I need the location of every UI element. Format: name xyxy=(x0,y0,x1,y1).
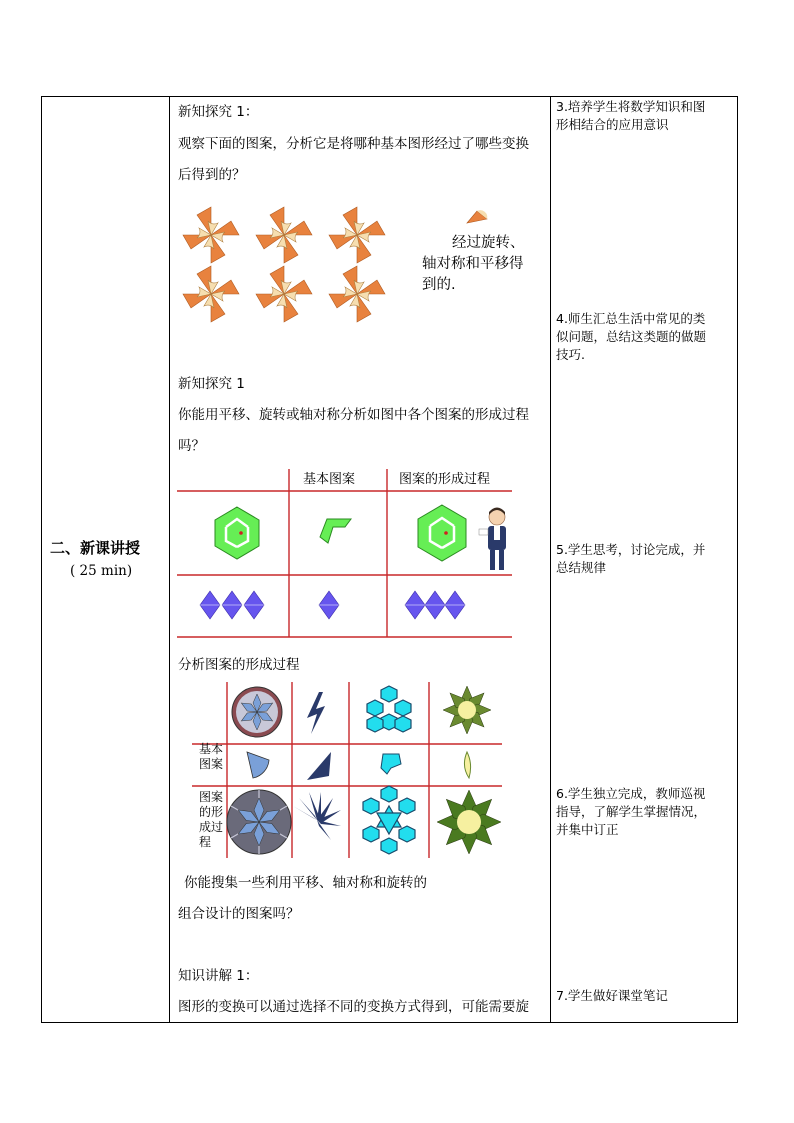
explore1b-question-line1: 你能用平移、旋转或轴对称分析如图中各个图案的形成过程 xyxy=(178,407,529,423)
figure1-caption-line3: 到的. xyxy=(422,277,456,293)
explore1b-question-line2: 吗？ xyxy=(178,438,205,454)
note-6: 6.学生独立完成，教师巡视 指导，了解学生掌握情况， 并集中订正 xyxy=(556,786,707,837)
table2-row1-label: 基本 图案 xyxy=(199,742,224,771)
explore1-question-line1: 观察下面的图案，分析它是将哪种基本图形经过了哪些变换 xyxy=(178,136,529,152)
collect-line1: 你能搜集一些利用平移、轴对称和旋转的 xyxy=(184,875,427,891)
note-3: 3.培养学生将数学知识和图 形相结合的应用意识 xyxy=(556,99,706,132)
collect-line2: 组合设计的图案吗？ xyxy=(178,906,300,922)
note-7: 7.学生做好课堂笔记 xyxy=(556,988,668,1003)
table1-col1-header: 基本图案 xyxy=(303,472,356,487)
knowledge-title: 知识讲解 1： xyxy=(178,968,259,984)
section-time: ( 25 min) xyxy=(70,563,133,579)
column-divider xyxy=(169,97,170,1022)
explore1-question-line2: 后得到的？ xyxy=(178,167,246,183)
lesson-table xyxy=(41,96,738,1023)
table2-row2-label: 图案 的形 成过 程 xyxy=(199,790,224,849)
pattern-table-2 xyxy=(177,682,507,862)
figure1-caption-line1: 经过旋转、 xyxy=(452,235,525,251)
table1-col2-header: 图案的形成过程 xyxy=(399,472,491,487)
male-teacher-figure xyxy=(479,508,506,571)
figure1-caption-line2: 轴对称和平移得 xyxy=(422,256,524,272)
column-divider xyxy=(550,97,551,1022)
note-4: 4.师生汇总生活中常见的类 似问题，总结这类题的做题 技巧. xyxy=(556,311,707,362)
explore1b-title: 新知探究 1 xyxy=(178,376,245,392)
note-5: 5.学生思考，讨论完成，并 总结规律 xyxy=(556,542,706,575)
explore1-title: 新知探究 1： xyxy=(178,104,259,120)
section-label: 二、新课讲授 xyxy=(50,539,141,557)
hexagon-pattern xyxy=(215,507,259,559)
hexagon-pattern-result xyxy=(418,505,466,561)
knowledge-line1: 图形的变换可以通过选择不同的变换方式得到，可能需要旋 xyxy=(178,999,529,1015)
pattern-table-1 xyxy=(177,467,517,643)
analysis-title: 分析图案的形成过程 xyxy=(178,657,300,673)
